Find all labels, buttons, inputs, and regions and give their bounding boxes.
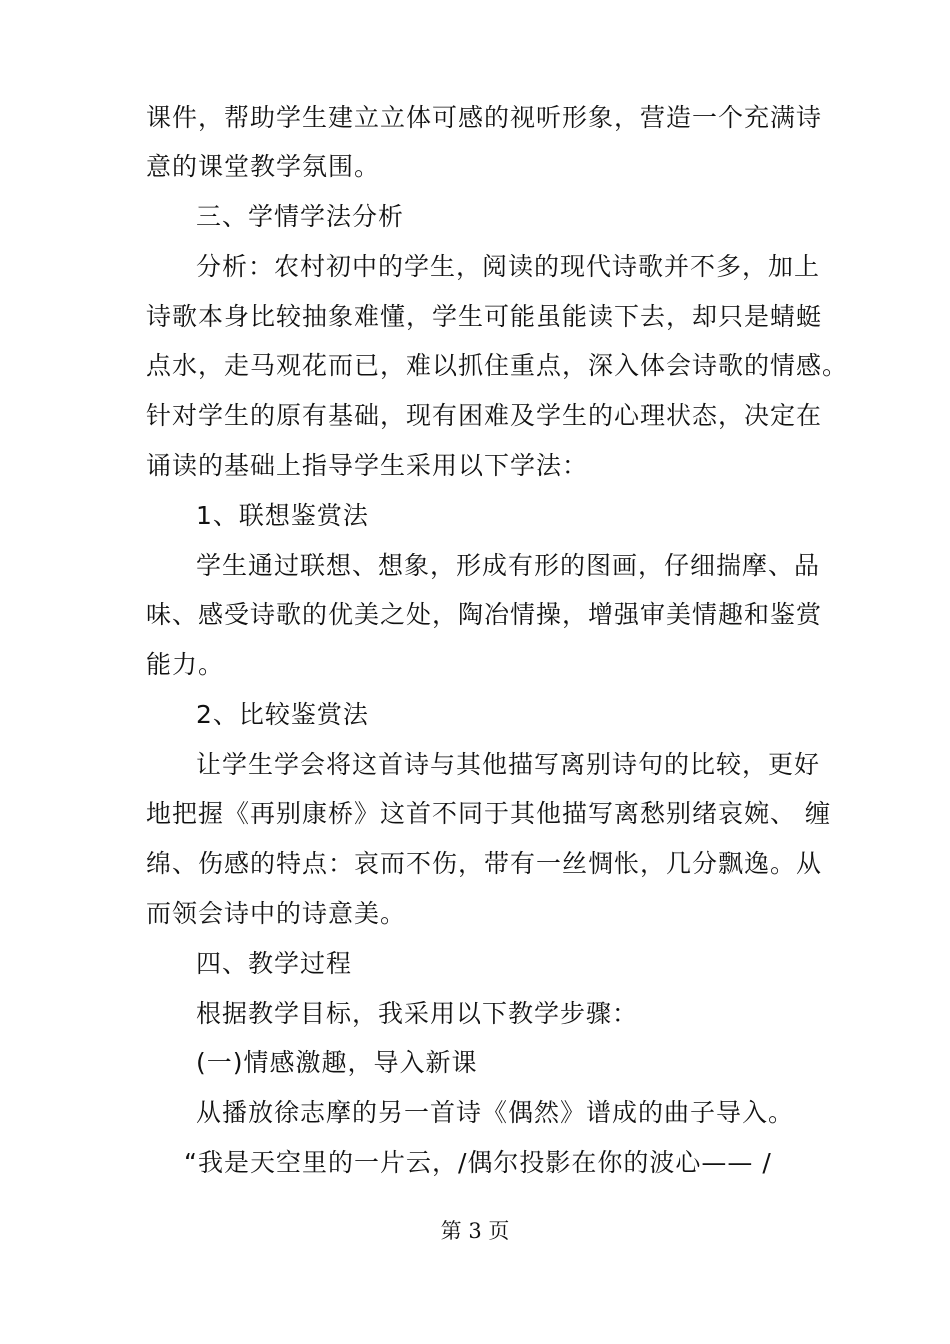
body-text-line: 能力。: [146, 650, 225, 679]
subsection-heading: (一)情感激趣，导入新课: [196, 1048, 478, 1077]
subsection-heading: 1、联想鉴赏法: [196, 501, 369, 530]
body-text-line: 味、感受诗歌的优美之处，陶冶情操，增强审美情趣和鉴赏: [146, 600, 823, 629]
body-text-line: 课件，帮助学生建立立体可感的视听形象，营造一个充满诗: [146, 103, 823, 132]
body-text-line: 针对学生的原有基础，现有困难及学生的心理状态，决定在: [146, 401, 823, 430]
body-text-line: 分析：农村初中的学生，阅读的现代诗歌并不多，加上: [196, 252, 821, 281]
body-text-line: 学生通过联想、想象，形成有形的图画，仔细揣摩、品: [196, 551, 821, 580]
body-text-line: 从播放徐志摩的另一首诗《偶然》谱成的曲子导入。: [196, 1098, 795, 1127]
body-text-line: 绵、伤感的特点：哀而不伤，带有一丝惆怅，几分飘逸。从: [146, 849, 823, 878]
body-text-line: 点水，走马观花而已，难以抓住重点，深入体会诗歌的情感。: [146, 351, 849, 380]
section-heading: 三、学情学法分析: [196, 202, 405, 231]
page-number: 第 3 页: [440, 1219, 510, 1243]
body-text-line: 地把握《再别康桥》这首不同于其他描写离愁别绪哀婉、 缠: [146, 799, 831, 828]
body-text-line: 而领会诗中的诗意美。: [146, 899, 407, 928]
body-text-line: 诗歌本身比较抽象难懂，学生可能虽能读下去，却只是蜻蜓: [146, 302, 823, 331]
body-text-line: 诵读的基础上指导学生采用以下学法：: [146, 451, 589, 480]
quoted-poem-line: “我是天空里的一片云，/偶尔投影在你的波心—— /: [184, 1148, 772, 1177]
subsection-heading: 2、比较鉴赏法: [196, 700, 369, 729]
body-text-line: 根据教学目标，我采用以下教学步骤：: [196, 999, 639, 1028]
body-text-line: 让学生学会将这首诗与其他描写离别诗句的比较，更好: [196, 750, 821, 779]
section-heading: 四、教学过程: [196, 949, 353, 978]
body-text-line: 意的课堂教学氛围。: [146, 152, 381, 181]
